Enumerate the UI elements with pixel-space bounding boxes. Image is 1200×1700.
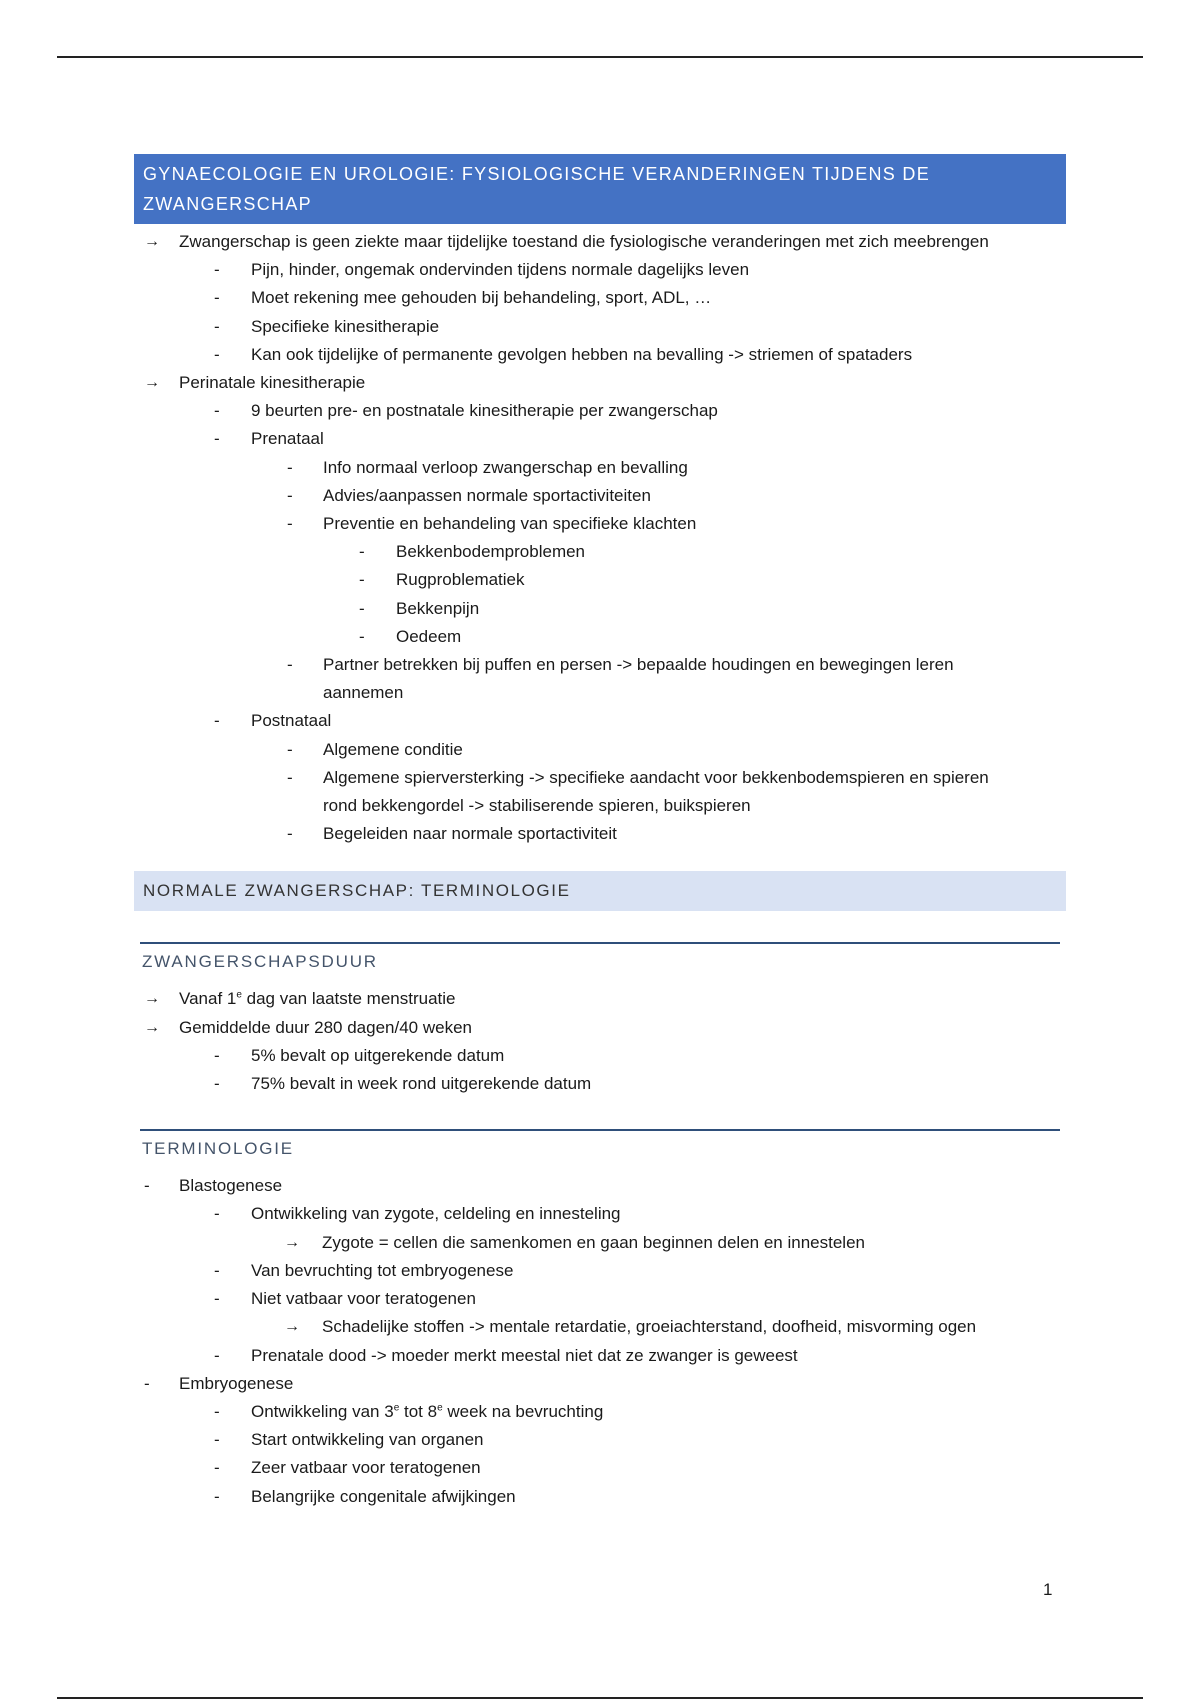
list-item: → Schadelijke stoffen -> mentale retardatie, groeiachterstand, doofheid, misvorming ogen [134,1313,1066,1341]
list-item: - Van bevruchting tot embryogenese [134,1257,1066,1285]
footer-rule [57,1697,1143,1699]
list-item: - Kan ook tijdelijke of permanente gevolgen hebben na bevalling -> striemen of spataders [134,341,1066,369]
list-item: - Moet rekening mee gehouden bij behandeling, sport, ADL, … [134,284,1066,312]
list-item: - Preventie en behandeling van specifieke klachten [134,510,1066,538]
dash-bullet: - [287,655,293,675]
list-item: → Zygote = cellen die samenkomen en gaan beginnen delen en innestelen [134,1229,1066,1257]
list-item: - Embryogenese [134,1370,1066,1398]
dash-bullet: - [359,598,365,618]
list-item: - Algemene spierversterking -> specifieke aandacht voor bekkenbodemspieren en spieren [134,764,1066,792]
list-fysiologische-veranderingen [134,228,1066,848]
dash-bullet: - [287,514,293,534]
dash-bullet: - [214,1458,220,1478]
list-item: - Specifieke kinesitherapie [134,313,1066,341]
dash-bullet: - [214,1430,220,1450]
dash-bullet: - [144,1373,150,1393]
arrow-icon: → [144,1018,160,1036]
list-zwangerschapsduur [134,985,1066,1098]
arrow-icon: → [284,1318,300,1336]
list-item: → Gemiddelde duur 280 dagen/40 weken [134,1014,1066,1042]
list-item: - Advies/aanpassen normale sportactiviteiten [134,482,1066,510]
list-item: - 9 beurten pre- en postnatale kinesitherapie per zwangerschap [134,397,1066,425]
heading-main: GYNAECOLOGIE EN UROLOGIE: FYSIOLOGISCHE VERANDERINGEN TIJDENS DE ZWANGERSCHAP [134,154,1066,224]
list-item: - 5% bevalt op uitgerekende datum [134,1042,1066,1070]
dash-bullet: - [214,1401,220,1421]
dash-bullet: - [287,824,293,844]
list-item: - Bekkenbodemproblemen [134,538,1066,566]
header-rule [57,56,1143,58]
dash-bullet: - [144,1176,150,1196]
dash-bullet: - [214,1345,220,1365]
list-item: - Rugproblematiek [134,566,1066,594]
list-item: - Algemene conditie [134,736,1066,764]
list-item: - Blastogenese [134,1172,1066,1200]
dash-bullet: - [214,1260,220,1280]
dash-bullet: - [214,1074,220,1094]
list-item: - Start ontwikkeling van organen [134,1426,1066,1454]
arrow-icon: → [144,374,160,392]
page-number: 1 [1043,1580,1053,1599]
dash-bullet: - [214,429,220,449]
list-item: - Belangrijke congenitale afwijkingen [134,1483,1066,1511]
list-item: - Ontwikkeling van zygote, celdeling en innesteling [134,1200,1066,1228]
arrow-icon: → [284,1233,300,1251]
list-item-continuation: aannemen [323,683,404,703]
subheading-terminologie: TERMINOLOGIE [140,1129,1060,1160]
list-item: - Prenatale dood -> moeder merkt meestal niet dat ze zwanger is geweest [134,1342,1066,1370]
dash-bullet: - [214,1204,220,1224]
list-item: - Oedeem [134,623,1066,651]
dash-bullet: - [214,288,220,308]
dash-bullet: - [214,260,220,280]
list-item: - Prenataal [134,425,1066,453]
dash-bullet: - [287,767,293,787]
dash-bullet: - [214,344,220,364]
list-item: - Info normaal verloop zwangerschap en bevalling [134,454,1066,482]
list-item-continuation: rond bekkengordel -> stabiliserende spieren, buikspieren [323,796,751,816]
arrow-icon: → [144,990,160,1008]
dash-bullet: - [214,711,220,731]
dash-bullet: - [214,1045,220,1065]
subheading-zwangerschapsduur: ZWANGERSCHAPSDUUR [140,942,1060,973]
dash-bullet: - [214,1289,220,1309]
list-item: - Partner betrekken bij puffen en persen -> bepaalde houdingen en bewegingen leren [134,651,1066,679]
list-item: → Zwangerschap is geen ziekte maar tijdelijke toestand die fysiologische veranderingen met zich meebrengen [134,228,1066,256]
dash-bullet: - [359,626,365,646]
dash-bullet: - [359,542,365,562]
dash-bullet: - [287,457,293,477]
list-item: - Niet vatbaar voor teratogenen [134,1285,1066,1313]
heading-normale-zwangerschap: NORMALE ZWANGERSCHAP: TERMINOLOGIE [134,871,1066,911]
list-terminologie [134,1172,1066,1510]
dash-bullet: - [214,1486,220,1506]
list-item: → Vanaf 1e dag van laatste menstruatie [134,985,1066,1013]
list-item: → Perinatale kinesitherapie [134,369,1066,397]
list-item: - 75% bevalt in week rond uitgerekende datum [134,1070,1066,1098]
dash-bullet: - [287,739,293,759]
list-item: - Bekkenpijn [134,595,1066,623]
list-item: - Zeer vatbaar voor teratogenen [134,1454,1066,1482]
list-item: - Postnataal [134,707,1066,735]
arrow-icon: → [144,233,160,250]
list-item: - Ontwikkeling van 3e tot 8e week na bevruchting [134,1398,1066,1426]
list-item: - Pijn, hinder, ongemak ondervinden tijdens normale dagelijks leven [134,256,1066,284]
page-content [134,154,1066,1511]
dash-bullet: - [287,485,293,505]
dash-bullet: - [214,316,220,336]
dash-bullet: - [359,570,365,590]
dash-bullet: - [214,401,220,421]
list-item: - Begeleiden naar normale sportactiviteit [134,820,1066,848]
